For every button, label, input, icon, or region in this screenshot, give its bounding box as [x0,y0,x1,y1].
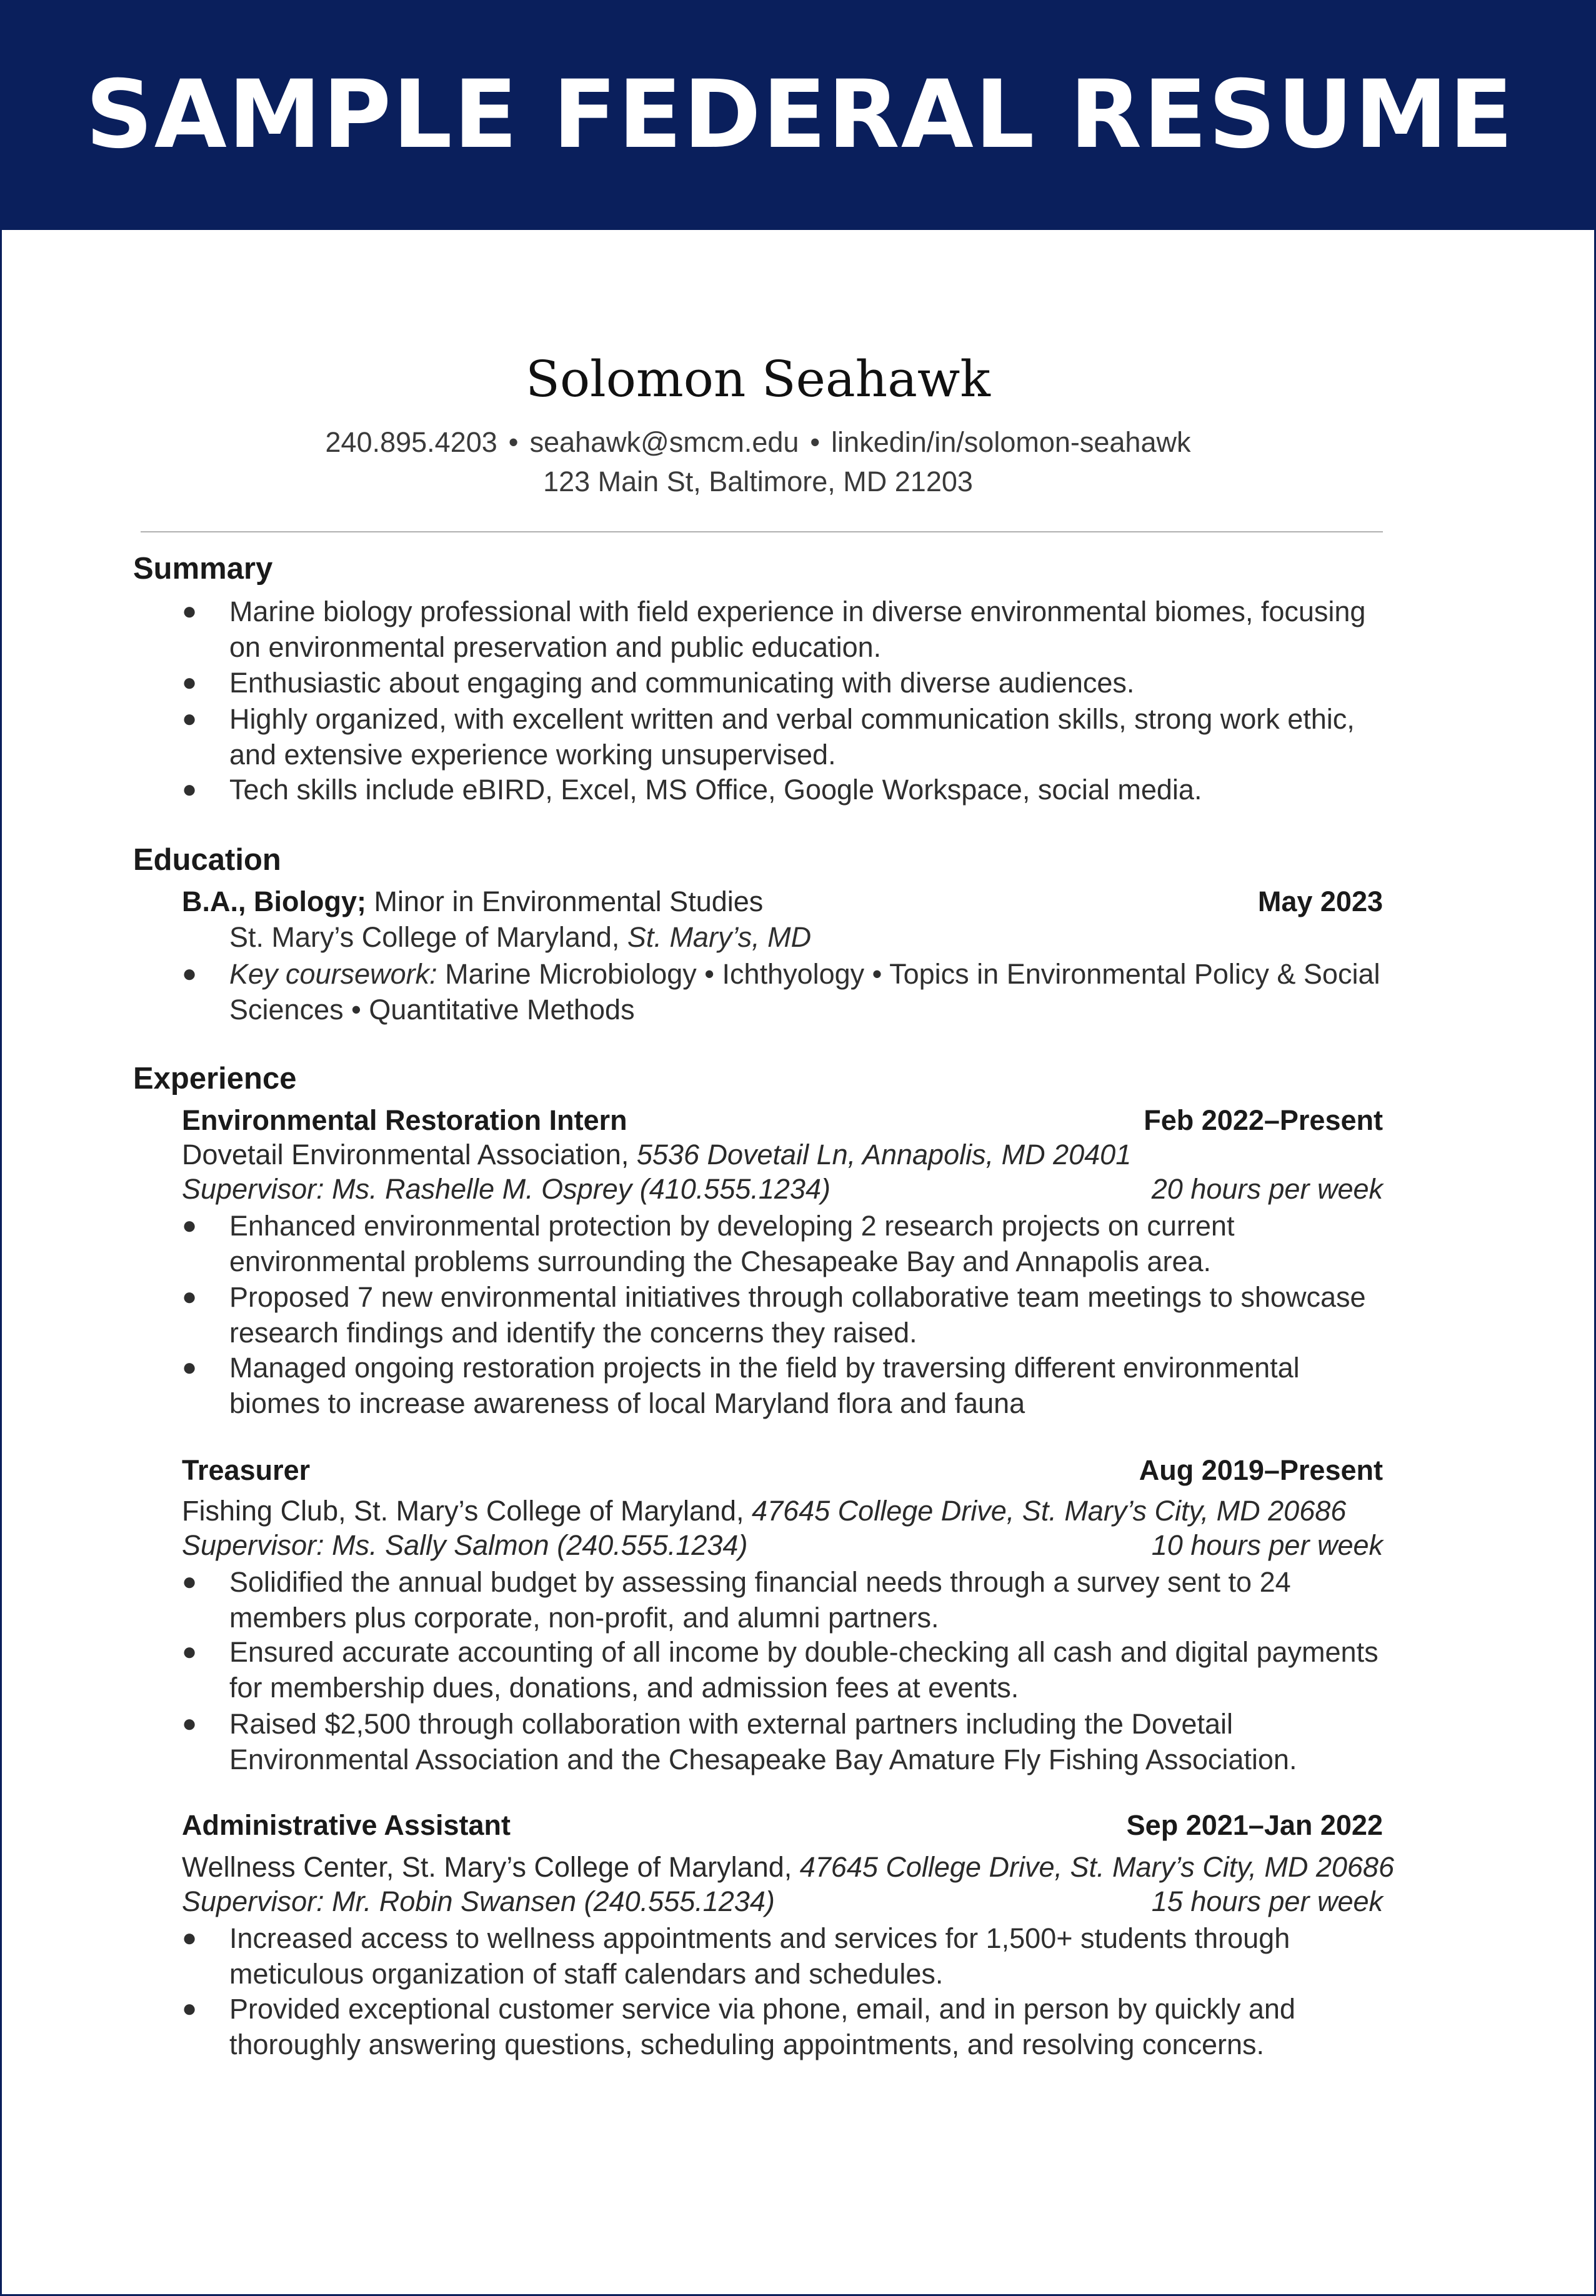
email: seahawk@smcm.edu [529,426,799,458]
hours: 20 hours per week [1151,1173,1383,1205]
job-dates: Feb 2022–Present [1144,1104,1383,1136]
experience-heading: Experience [133,1062,297,1096]
list-item: ● Tech skills include eBIRD, Excel, MS Office, Google Workspace, social media. [182,774,1202,806]
hours: 10 hours per week [1151,1529,1383,1561]
banner-title: SAMPLE FEDERAL RESUME [85,61,1515,169]
org-row: Fishing Club, St. Mary’s College of Maryland, 47645 College Drive, St. Mary’s City, MD 20686 [182,1495,1347,1527]
list-item: ● Raised $2,500 through collaboration with external partners including the Dovetail Environmental Association and the Chesapeake Bay Amature Fly Fishing Association. [182,1708,1297,1775]
candidate-name: Solomon Seahawk [526,350,990,408]
list-item: ● Marine biology professional with field experience in diverse environmental biomes, focusing on environmental preservation and public education. [182,596,1366,663]
education-heading: Education [133,843,281,877]
list-item: ● Enhanced environmental protection by developing 2 research projects on current environmental problems surrounding the Chesapeake Bay and Annapolis area. [182,1210,1235,1277]
job-title-row [182,1454,1383,1487]
phone: 240.895.4203 [325,426,497,458]
list-item: ● Ensured accurate accounting of all income by double-checking all cash and digital payments for membership dues, donations, and admission fees at events. [182,1636,1379,1704]
job-title-row [182,1104,1383,1137]
list-item: ● Key coursework: Marine Microbiology • Ichthyology • Topics in Environmental Policy & Social Sciences • Quantitative Methods [182,958,1380,1026]
title-banner [2,0,1596,230]
list-item: ● Managed ongoing restoration projects in the field by traversing different environmental biomes to increase awareness of local Maryland flora and fauna [182,1352,1300,1419]
graduation-date: May 2023 [1257,886,1383,917]
list-item: ● Enthusiastic about engaging and communicating with diverse audiences. [182,667,1135,699]
linkedin: linkedin/in/solomon-seahawk [831,426,1191,458]
supervisor-row: Supervisor: Ms. Sally Salmon (240.555.1234) 10 hours per week [182,1529,1383,1561]
job-title: Treasurer [182,1454,311,1486]
address: 123 Main St, Baltimore, MD 21203 [543,466,973,497]
job-title-row [182,1809,1383,1842]
list-item: ● Highly organized, with excellent written and verbal communication skills, strong work ethic, and extensive experience working unsupervised. [182,703,1355,771]
header-divider [141,531,1383,532]
list-item: ● Proposed 7 new environmental initiatives through collaborative team meetings to showcase research findings and identify the concerns they raised. [182,1281,1366,1349]
list-item: ● Increased access to wellness appointments and services for 1,500+ students through meticulous organization of staff calendars and schedules. [182,1922,1290,1990]
degree: B.A., Biology; [182,886,366,917]
job-dates: Aug 2019–Present [1139,1454,1383,1486]
org-row: Dovetail Environmental Association, 5536 Dovetail Ln, Annapolis, MD 20401 [182,1139,1132,1170]
separator: • [810,426,820,458]
supervisor-row: Supervisor: Mr. Robin Swansen (240.555.1234) 15 hours per week [182,1885,1383,1917]
contact-line [133,426,1383,459]
job-title: Administrative Assistant [182,1809,511,1841]
org-row: Wellness Center, St. Mary’s College of Maryland, 47645 College Drive, St. Mary’s City, MD 20686 [182,1851,1394,1883]
list-item: ● Solidified the annual budget by assessing financial needs through a survey sent to 24 members plus corporate, non-profit, and alumni partners. [182,1566,1291,1634]
supervisor-row: Supervisor: Ms. Rashelle M. Osprey (410.555.1234) 20 hours per week [182,1173,1383,1205]
separator: • [508,426,519,458]
list-item: ● Provided exceptional customer service via phone, email, and in person by quickly and thoroughly answering questions, scheduling appointments, and resolving concerns. [182,1993,1295,2060]
job-title: Environmental Restoration Intern [182,1104,627,1136]
summary-heading: Summary [133,552,273,586]
hours: 15 hours per week [1151,1885,1383,1917]
school: St. Mary’s College of Maryland, St. Mary’s, MD [229,921,812,953]
job-dates: Sep 2021–Jan 2022 [1126,1809,1383,1841]
minor: Minor in Environmental Studies [366,886,764,917]
degree-row [182,886,1383,918]
